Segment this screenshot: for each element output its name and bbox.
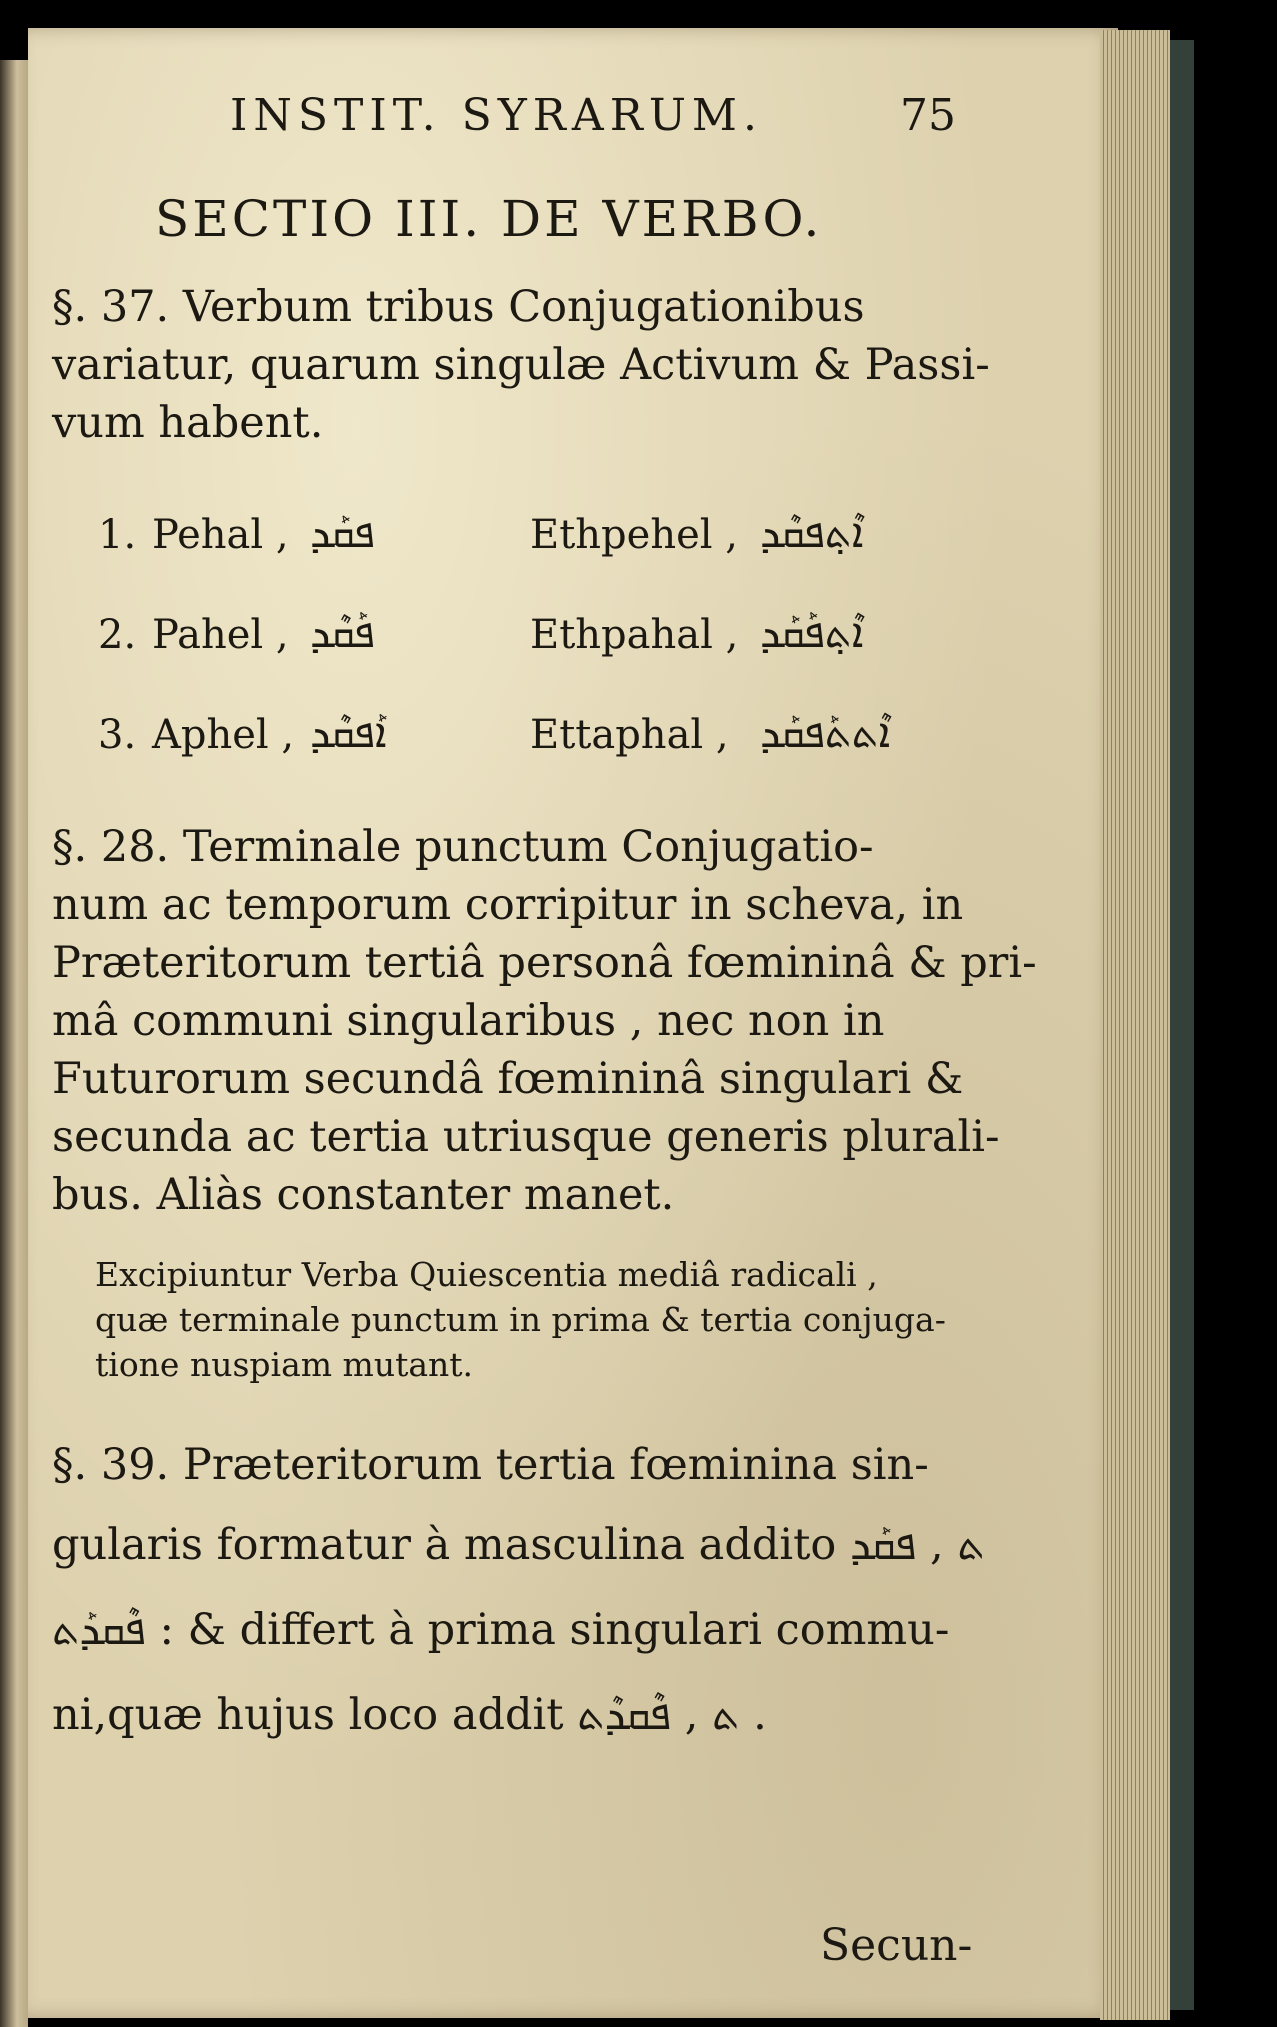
catchword: Secun- bbox=[820, 1920, 973, 1971]
conjugation-row bbox=[0, 708, 1000, 776]
passive-syriac-form: ܐܶܬ݂ܦܩܶܕ bbox=[760, 508, 864, 557]
passive-conjugation-name: Ethpahal , bbox=[530, 612, 739, 658]
book-binding bbox=[1170, 40, 1194, 2010]
conjugation-row bbox=[0, 608, 1000, 676]
para38-line: bus. Aliàs constanter manet. bbox=[52, 1170, 675, 1220]
conjugation-name: Pehal , bbox=[152, 512, 289, 558]
note-line: quæ terminale punctum in prima & tertia conjuga- bbox=[95, 1300, 946, 1339]
para39-line: ܦܶܩܕܰܬ : & differt à prima singulari commu- bbox=[52, 1605, 950, 1655]
para39-line: §. 39. Præteritorum tertia fœminina sin- bbox=[52, 1440, 929, 1490]
page-stack-edges bbox=[1100, 30, 1170, 2020]
page-number: 75 bbox=[900, 90, 956, 141]
conjugation-number: 3. bbox=[98, 712, 137, 758]
syriac-form: ܦܩܰܕ bbox=[310, 508, 375, 557]
facing-page-edge bbox=[0, 60, 28, 2027]
para38-line: secunda ac tertia utriusque generis plurali- bbox=[52, 1112, 1000, 1162]
conjugation-number: 1. bbox=[98, 512, 137, 558]
para37-line: §. 37. Verbum tribus Conjugationibus bbox=[52, 282, 865, 332]
para39-line: gularis formatur à masculina addito ܬ , ܦܩܰܕ bbox=[52, 1520, 985, 1570]
para38-line: §. 28. Terminale punctum Conjugatio- bbox=[52, 822, 874, 872]
para38-line: Futurorum secundâ fœmininâ singulari & bbox=[52, 1054, 964, 1104]
running-head: INSTIT. SYRARUM. bbox=[230, 90, 763, 141]
passive-conjugation-name: Ettaphal , bbox=[530, 712, 729, 758]
note-line: tione nuspiam mutant. bbox=[95, 1345, 474, 1384]
syriac-form: ܦܰܩܶܕ bbox=[310, 608, 375, 657]
para38-line: num ac temporum corripitur in scheva, in bbox=[52, 880, 964, 930]
para38-line: Præteritorum tertiâ personâ fœmininâ & pri- bbox=[52, 938, 1037, 988]
conjugation-row bbox=[0, 508, 1000, 576]
passive-syriac-form: ܐܶܬܬܰܦܩܰܕ bbox=[760, 708, 891, 757]
conjugation-name: Pahel , bbox=[152, 612, 289, 658]
section-title: SECTIO III. DE VERBO. bbox=[155, 190, 823, 248]
para39-line: ni,quæ hujus loco addit ܬ , ܦܶܩܕܶܬ . bbox=[52, 1690, 767, 1740]
para38-line: mâ communi singularibus , nec non in bbox=[52, 996, 885, 1046]
conjugation-number: 2. bbox=[98, 612, 137, 658]
conjugation-name: Aphel , bbox=[152, 712, 295, 758]
para37-line: variatur, quarum singulæ Activum & Passi- bbox=[52, 340, 990, 390]
syriac-form: ܐܰܦܩܶܕ bbox=[310, 708, 387, 757]
para37-line: vum habent. bbox=[52, 398, 324, 448]
passive-conjugation-name: Ethpehel , bbox=[530, 512, 738, 558]
note-line: Excipiuntur Verba Quiescentia mediâ radicali , bbox=[95, 1255, 878, 1294]
passive-syriac-form: ܐܶܬ݂ܦܰܩܰܕ bbox=[760, 608, 864, 657]
